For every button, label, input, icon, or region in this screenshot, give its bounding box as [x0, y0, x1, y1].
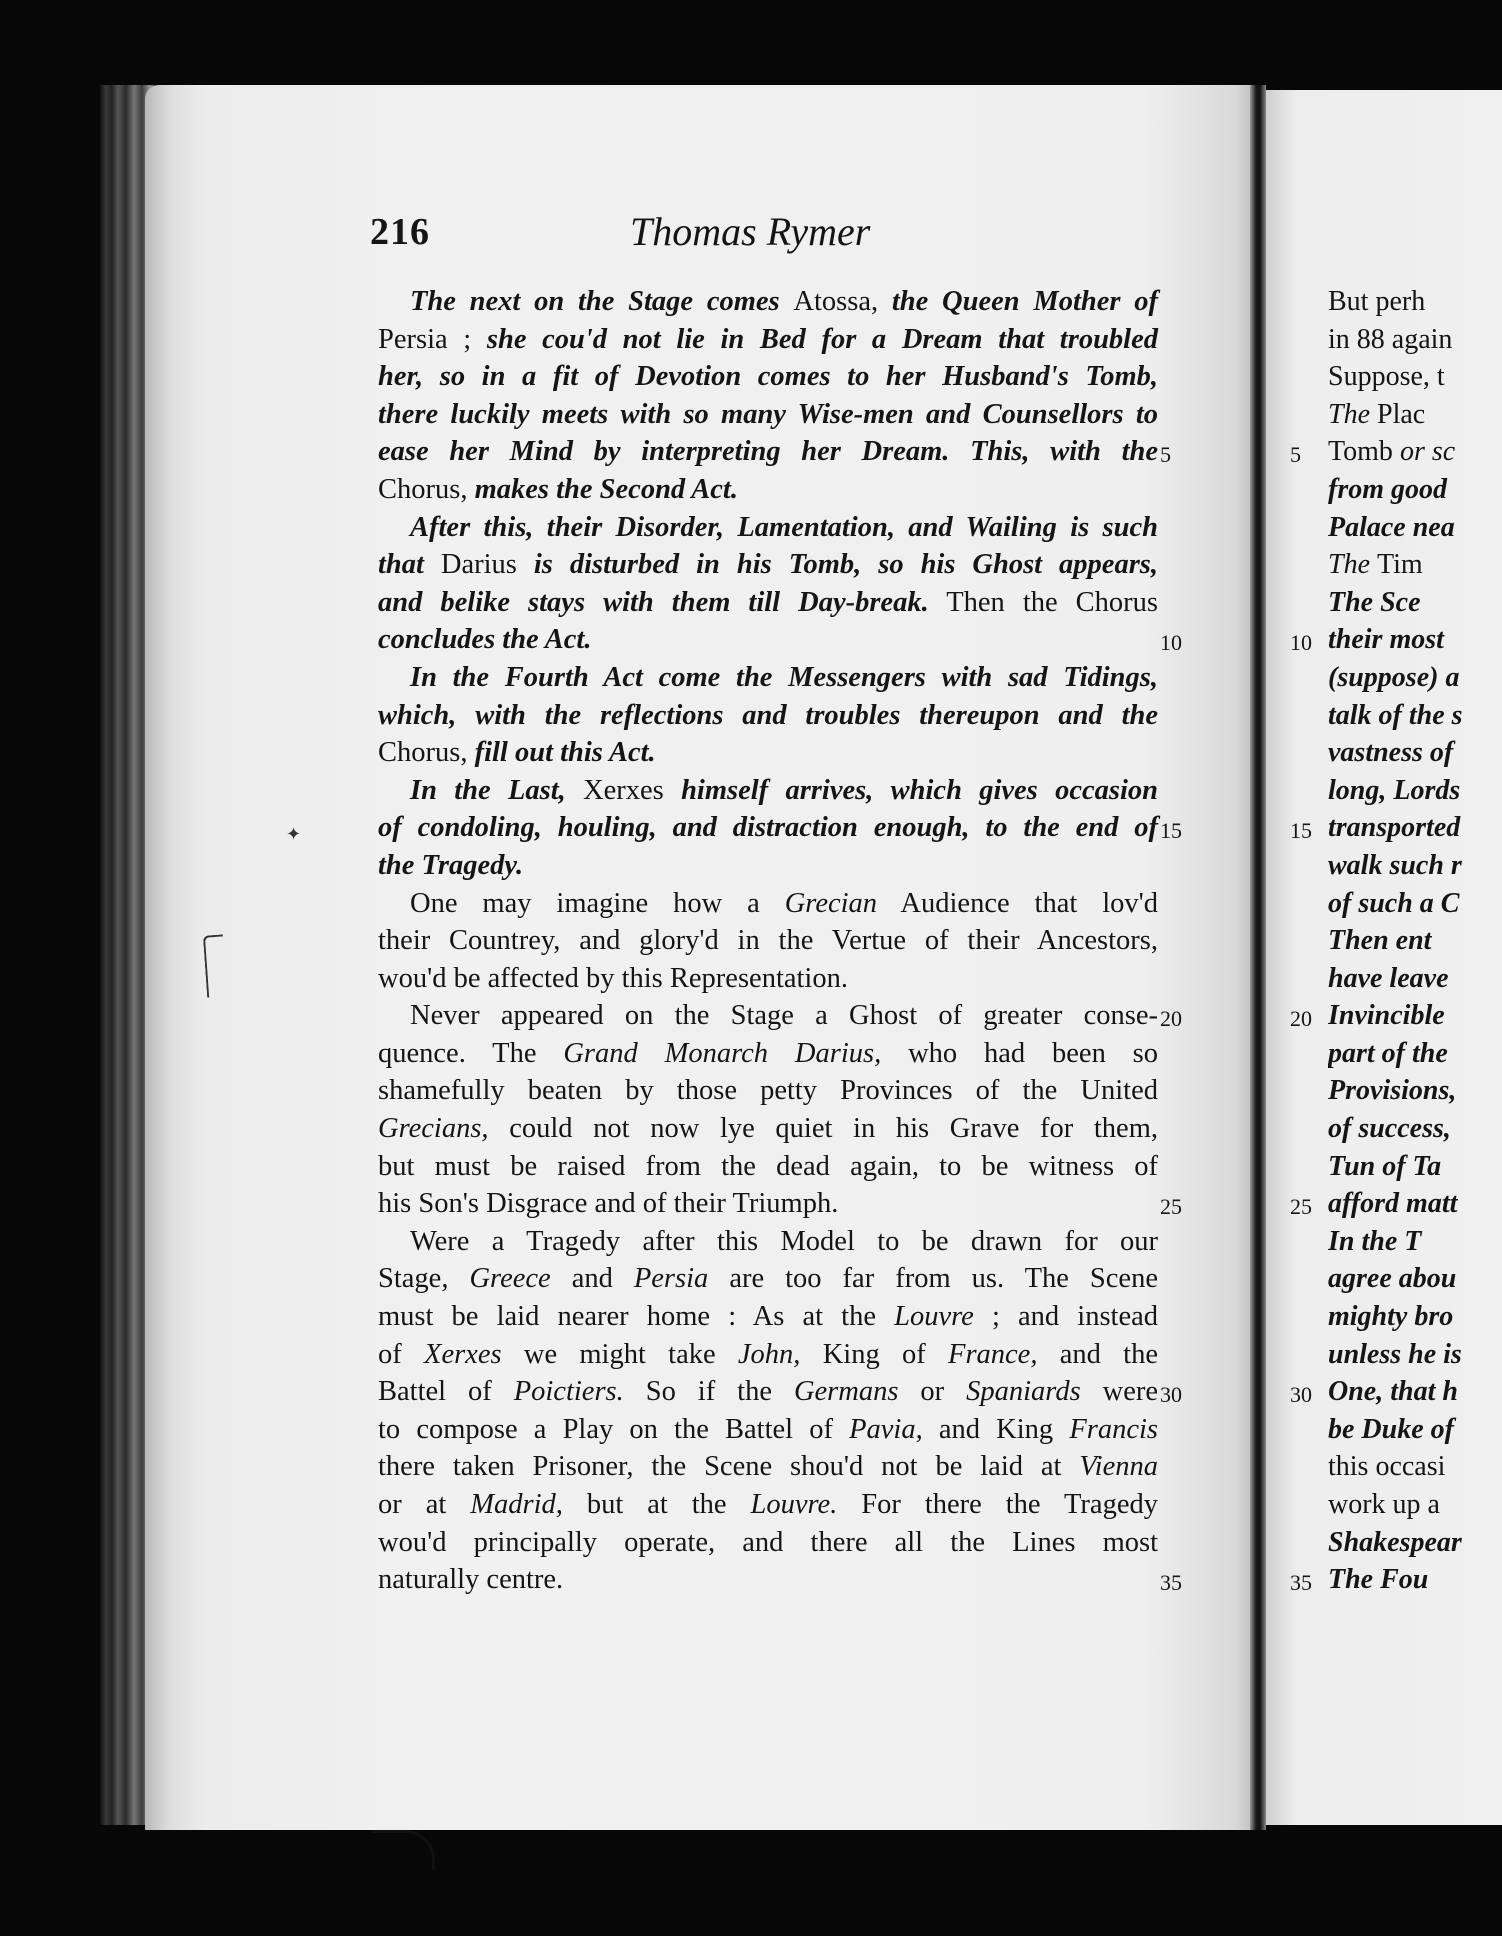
text-run: The Fou	[1328, 1564, 1429, 1596]
text-run: King of	[800, 1338, 949, 1370]
right-text-line	[1328, 509, 1502, 547]
text-line	[378, 697, 1158, 735]
right-text-line	[1328, 809, 1502, 847]
right-text-line	[1328, 321, 1502, 359]
right-text-line	[1328, 584, 1502, 622]
text-run: which, with the reflections and troubles thereupon and the	[378, 699, 1158, 731]
text-run: must be laid nearer home : As at the	[378, 1301, 895, 1333]
text-run: ; and instead	[973, 1301, 1159, 1333]
right-line-number: 5	[1290, 442, 1301, 468]
line-number: 35	[1160, 1570, 1182, 1596]
right-text-line	[1328, 1148, 1502, 1186]
text-line	[378, 772, 1158, 810]
right-text-line	[1328, 1035, 1502, 1073]
text-run: France,	[948, 1338, 1038, 1370]
text-run: Xerxes	[424, 1338, 502, 1370]
right-line-number: 20	[1290, 1006, 1312, 1032]
text-line	[378, 509, 1158, 547]
text-run: her, so in a fit of Devotion comes to her Husband's Tomb,	[378, 361, 1158, 393]
text-run: Xerxes	[583, 774, 682, 806]
text-run: Atossa,	[793, 286, 892, 317]
right-text-line	[1328, 885, 1502, 923]
text-run: but must be raised from the dead again, to be witness of	[378, 1150, 1158, 1182]
right-text-line	[1328, 734, 1502, 772]
right-text-line	[1328, 283, 1502, 321]
text-run: The	[1328, 549, 1377, 581]
text-line	[378, 1524, 1158, 1562]
text-line	[378, 1223, 1158, 1261]
text-run: of such a C	[1328, 887, 1460, 919]
text-run: of condoling, houling, and distraction enough, to the end of	[378, 812, 1158, 844]
line-number: 30	[1160, 1382, 1182, 1408]
right-text-line	[1328, 697, 1502, 735]
text-run: But perh	[1328, 286, 1426, 317]
text-line	[378, 960, 1158, 998]
right-text-line	[1328, 471, 1502, 509]
text-run: from good	[1328, 473, 1447, 505]
text-run: we might take	[501, 1338, 738, 1370]
text-run: mighty bro	[1328, 1301, 1454, 1333]
text-run: to compose a Play on the Battel of	[378, 1413, 850, 1445]
text-line	[378, 659, 1158, 697]
text-run: In the Last,	[410, 774, 584, 806]
right-text-line	[1328, 997, 1502, 1035]
text-run: shamefully beaten by those petty Provinces of the United	[378, 1075, 1158, 1107]
text-run: In the Fourth Act come the Messengers with sad Tidings,	[410, 661, 1158, 693]
right-text-line	[1328, 960, 1502, 998]
text-run: Then ent	[1328, 925, 1432, 957]
text-line	[378, 922, 1158, 960]
text-run: concludes the Act.	[378, 624, 592, 656]
right-text-line	[1328, 1524, 1502, 1562]
text-line	[378, 847, 1158, 885]
text-line	[378, 809, 1158, 847]
text-line	[378, 734, 1158, 772]
text-run: Spaniards	[966, 1376, 1081, 1408]
page-number: 216	[370, 211, 430, 253]
right-text-line	[1328, 659, 1502, 697]
text-run: Tomb	[1328, 436, 1400, 468]
text-run: and King	[922, 1413, 1070, 1445]
text-run: is disturbed in his Tomb, so his Ghost appears,	[533, 549, 1159, 581]
page-header	[370, 210, 1170, 270]
right-text-line	[1328, 1185, 1502, 1223]
right-page-text	[1328, 283, 1502, 1599]
text-run: makes the Second Act.	[474, 473, 738, 505]
pencil-hook-mark	[372, 1830, 435, 1869]
right-text-line	[1328, 1223, 1502, 1261]
right-text-line	[1328, 1072, 1502, 1110]
text-run: Were a Tragedy after this Model to be drawn for our	[410, 1225, 1158, 1257]
text-run: the Queen Mother of	[891, 286, 1158, 317]
text-line	[378, 1110, 1158, 1148]
text-run: John,	[737, 1338, 801, 1370]
text-run: Tim	[1377, 549, 1423, 581]
text-run: there luckily meets with so many Wise-men and Counsellors to	[378, 398, 1158, 430]
right-text-line	[1328, 1298, 1502, 1336]
text-run: quence. The	[378, 1037, 564, 1069]
text-line	[378, 1448, 1158, 1486]
text-run: Louvre	[894, 1301, 974, 1333]
text-run: this occasi	[1328, 1451, 1446, 1483]
line-number: 15	[1160, 818, 1182, 844]
right-text-line	[1328, 396, 1502, 434]
right-text-line	[1328, 546, 1502, 584]
right-text-line	[1328, 621, 1502, 659]
right-text-line	[1328, 1373, 1502, 1411]
text-line	[378, 997, 1158, 1035]
right-text-line	[1328, 1411, 1502, 1449]
text-run: that	[378, 549, 441, 581]
text-run: naturally centre.	[378, 1564, 564, 1596]
text-run: (suppose) a	[1328, 661, 1460, 693]
text-line	[378, 885, 1158, 923]
text-line	[378, 396, 1158, 434]
right-text-line	[1328, 1448, 1502, 1486]
text-run: or sc	[1399, 436, 1456, 468]
text-line	[378, 1336, 1158, 1374]
text-line	[378, 283, 1158, 321]
right-text-line	[1328, 847, 1502, 885]
text-line	[378, 433, 1158, 471]
text-run: wou'd be affected by this Representation.	[378, 962, 848, 994]
text-run: vastness of	[1328, 737, 1454, 769]
text-run: Francis	[1069, 1413, 1159, 1445]
text-line	[378, 471, 1158, 509]
text-run: Vienna	[1079, 1451, 1158, 1483]
text-run: of	[378, 1338, 425, 1370]
running-head: Thomas Rymer	[630, 209, 871, 254]
text-run: Greece	[469, 1263, 551, 1295]
text-run: Grecian	[784, 887, 878, 919]
text-line	[378, 1072, 1158, 1110]
text-run: Darius	[440, 549, 534, 581]
text-run: and the	[1037, 1338, 1158, 1370]
text-run: Never appeared on the Stage a Ghost of greater conse-	[410, 1000, 1158, 1032]
text-run: agree abou	[1328, 1263, 1457, 1295]
text-run: there taken Prisoner, the Scene shou'd not be laid at	[378, 1451, 1080, 1483]
text-run: could not now lye quiet in his Grave for them,	[488, 1113, 1158, 1145]
right-text-line	[1328, 1336, 1502, 1374]
right-text-line	[1328, 1486, 1502, 1524]
text-run: wou'd principally operate, and there all the Lines most	[378, 1526, 1158, 1558]
text-run: their Countrey, and glory'd in the Vertue of their Ancestors,	[378, 925, 1158, 957]
right-line-number: 35	[1290, 1570, 1312, 1596]
text-run: or at	[378, 1489, 471, 1520]
margin-star-mark: ✦	[286, 824, 302, 844]
text-run: long, Lords	[1328, 774, 1461, 806]
text-run: of success,	[1328, 1113, 1451, 1145]
text-run: himself arrives, which gives occasion	[681, 774, 1158, 806]
text-run: Suppose, t	[1328, 361, 1445, 393]
text-run: unless he is	[1328, 1338, 1462, 1370]
text-run: and belike stays with them till Day-break.	[378, 586, 929, 618]
right-text-line	[1328, 772, 1502, 810]
text-run: Chorus,	[378, 473, 475, 505]
text-line	[378, 1298, 1158, 1336]
text-run: who had been so	[881, 1037, 1159, 1069]
right-text-line	[1328, 1110, 1502, 1148]
text-run: the Tragedy.	[378, 849, 524, 881]
text-run: Poictiers.	[513, 1376, 624, 1408]
text-run: Provisions,	[1328, 1075, 1457, 1107]
line-number: 5	[1160, 442, 1171, 468]
text-line	[378, 321, 1158, 359]
text-run: So if the	[623, 1376, 794, 1408]
right-line-number: 30	[1290, 1382, 1312, 1408]
text-run: Grecians,	[378, 1113, 489, 1145]
text-run: Then the Chorus	[928, 586, 1159, 618]
text-line	[378, 584, 1158, 622]
text-run: One, that h	[1328, 1376, 1458, 1408]
text-run: in 88 again	[1328, 323, 1453, 355]
text-run: Palace nea	[1328, 511, 1455, 543]
text-run: were	[1080, 1376, 1159, 1408]
text-run: In the T	[1328, 1225, 1422, 1257]
text-run: Plac	[1377, 398, 1426, 430]
text-run: Persia	[633, 1263, 709, 1295]
text-line	[378, 358, 1158, 396]
text-run: are too far from us. The Scene	[708, 1263, 1158, 1295]
right-text-line	[1328, 922, 1502, 960]
text-run: work up a	[1328, 1489, 1440, 1520]
text-run: transported	[1328, 812, 1461, 844]
right-line-number: 10	[1290, 630, 1312, 656]
text-run: Germans	[793, 1376, 899, 1408]
text-run: Persia ;	[378, 323, 487, 355]
text-run: ease her Mind by interpreting her Dream. This, with the	[378, 436, 1158, 468]
line-number: 10	[1160, 630, 1182, 656]
text-run: Pavia,	[849, 1413, 923, 1445]
text-run: Madrid,	[470, 1489, 563, 1520]
text-run: The Sce	[1328, 586, 1421, 618]
text-line	[378, 1035, 1158, 1073]
text-run: Shakespear	[1328, 1526, 1462, 1558]
text-run: The next on the Stage comes	[410, 286, 794, 317]
text-run: but at the	[562, 1489, 751, 1520]
text-run: Louvre.	[750, 1489, 838, 1520]
text-run: part of the	[1328, 1037, 1448, 1069]
text-line	[378, 546, 1158, 584]
text-line	[378, 621, 1158, 659]
text-run: Tun of Ta	[1328, 1150, 1442, 1182]
text-run: fill out this Act.	[474, 737, 656, 769]
text-line	[378, 1185, 1158, 1223]
line-number: 25	[1160, 1194, 1182, 1220]
margin-bracket-mark	[203, 934, 227, 997]
text-run: One may imagine how a	[410, 887, 785, 919]
text-run: afford matt	[1328, 1188, 1458, 1220]
text-line	[378, 1561, 1158, 1599]
text-line	[378, 1373, 1158, 1411]
text-run: The	[1328, 398, 1377, 430]
text-run: she cou'd not lie in Bed for a Dream that troubled	[486, 323, 1158, 355]
right-text-line	[1328, 433, 1502, 471]
text-run: Stage,	[378, 1263, 470, 1295]
text-line	[378, 1486, 1158, 1524]
text-run: be Duke of	[1328, 1413, 1454, 1445]
right-text-line	[1328, 358, 1502, 396]
book-gutter	[1250, 85, 1266, 1830]
text-run: or	[898, 1376, 967, 1408]
text-run: Grand Monarch Darius,	[563, 1037, 882, 1069]
text-run: Invincible	[1328, 1000, 1445, 1032]
body-text	[378, 283, 1158, 1599]
text-run: his Son's Disgrace and of their Triumph.	[378, 1188, 839, 1220]
text-run: After this, their Disorder, Lamentation, and Wailing is such	[410, 511, 1158, 543]
text-run: Chorus,	[378, 737, 475, 769]
text-run: For there the Tragedy	[837, 1489, 1158, 1520]
text-run: Battel of	[378, 1376, 514, 1408]
text-line	[378, 1260, 1158, 1298]
right-text-line	[1328, 1260, 1502, 1298]
text-line	[378, 1148, 1158, 1186]
text-run: and	[550, 1263, 634, 1295]
text-run: walk such r	[1328, 849, 1462, 881]
text-line	[378, 1411, 1158, 1449]
right-line-number: 25	[1290, 1194, 1312, 1220]
right-text-line	[1328, 1561, 1502, 1599]
text-run: talk of the s	[1328, 699, 1463, 731]
text-run: their most	[1328, 624, 1444, 656]
line-number: 20	[1160, 1006, 1182, 1032]
right-line-number: 15	[1290, 818, 1312, 844]
text-run: Audience that lov'd	[877, 887, 1158, 919]
text-run: have leave	[1328, 962, 1449, 994]
